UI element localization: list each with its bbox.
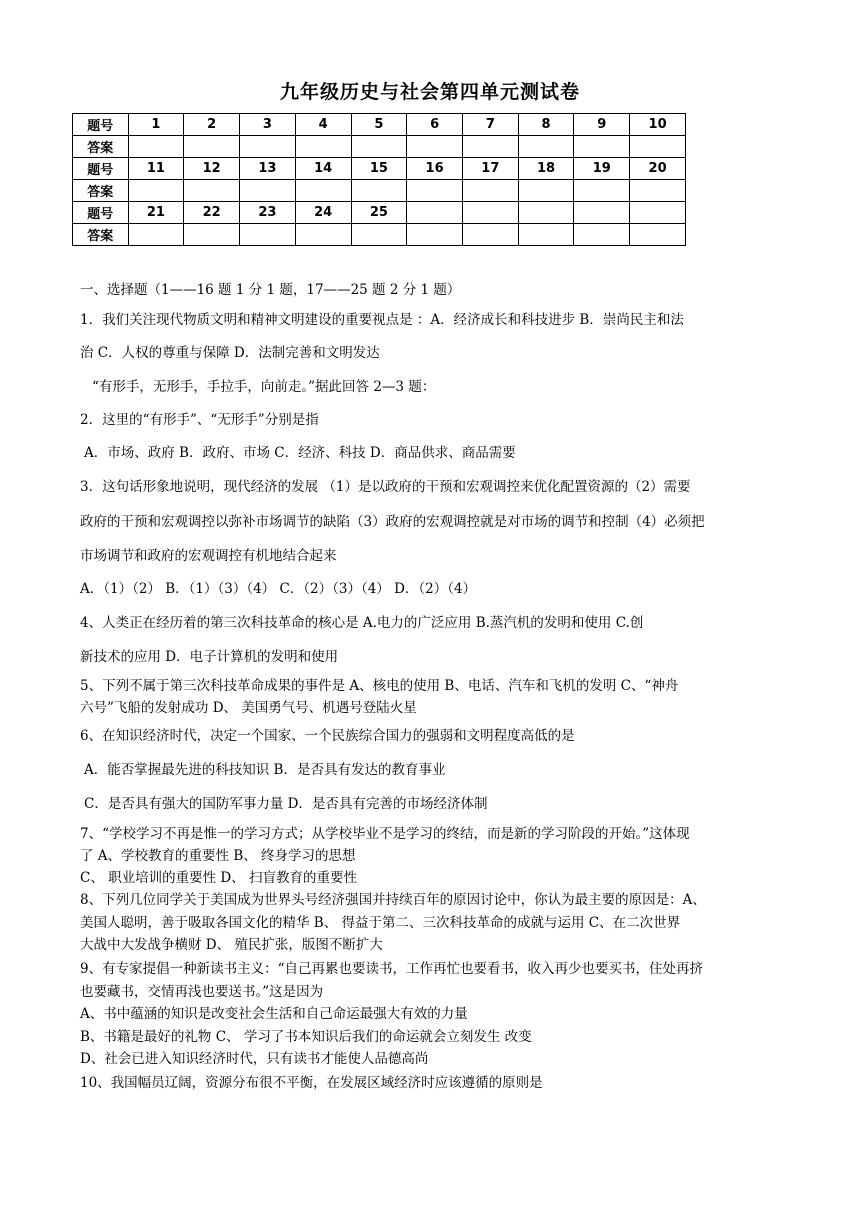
- answer-cell[interactable]: [574, 224, 630, 246]
- question-10-stem: 10、我国幅员辽阔，资源分布很不平衡，在发展区域经济时应该遵循的原则是: [80, 1075, 543, 1091]
- question-number: 1: [128, 114, 184, 136]
- question-number: 22: [184, 202, 240, 224]
- answer-cell[interactable]: [351, 180, 407, 202]
- table-row-question-numbers: [73, 202, 686, 224]
- question-number: 12: [184, 158, 240, 180]
- section-heading: 一、选择题（1——16 题 1 分 1 题，17——25 题 2 分 1 题）: [80, 282, 461, 298]
- question-9-option-a: A、书中蕴涵的知识是改变社会生活和自己命运最强大有效的力量: [80, 1006, 468, 1022]
- answer-cell[interactable]: [630, 224, 686, 246]
- answer-label: 答案: [73, 180, 129, 202]
- question-4-line-2: 新技术的应用 D．电子计算机的发明和使用: [80, 649, 339, 665]
- question-label: 题号: [73, 202, 129, 224]
- question-number: 13: [240, 158, 296, 180]
- answer-cell[interactable]: [128, 180, 184, 202]
- question-number: 5: [351, 114, 407, 136]
- answer-cell[interactable]: [184, 180, 240, 202]
- question-3-line-3: 市场调节和政府的宏观调控有机地结合起来: [80, 548, 337, 564]
- question-6-stem: 6、在知识经济时代，决定一个国家、一个民族综合国力的强弱和文明程度高低的是: [80, 728, 575, 744]
- answer-cell[interactable]: [240, 136, 296, 158]
- answer-cell[interactable]: [184, 224, 240, 246]
- question-7-line-1: 7、“学校学习不再是惟一的学习方式；从学校毕业不是学习的终结，而是新的学习阶段的开始。”这体现: [80, 826, 690, 842]
- question-label: 题号: [73, 114, 129, 136]
- answer-label: 答案: [73, 136, 129, 158]
- question-7-line-3: C、 职业培训的重要性 D、 扫盲教育的重要性: [80, 870, 358, 886]
- question-label: 题号: [73, 158, 129, 180]
- question-5-line-1: 5、下列不属于第三次科技革命成果的事件是 A、核电的使用 B、电话、汽车和飞机的发明 C、“神舟: [80, 678, 679, 694]
- answer-table: [72, 113, 686, 246]
- table-row-answers: [73, 136, 686, 158]
- question-number: 23: [240, 202, 296, 224]
- question-number: [407, 202, 463, 224]
- question-9-options-bc: B、书籍是最好的礼物 C、 学习了书本知识后我们的命运就会立刻发生 改变: [80, 1029, 532, 1045]
- question-8-line-2: 美国人聪明，善于吸取各国文化的精华 B、 得益于第二、三次科技革命的成就与运用 C、在二次世界: [80, 915, 681, 931]
- answer-cell[interactable]: [407, 224, 463, 246]
- question-2-stem: 2．这里的“有形手”、“无形手”分别是指: [80, 412, 319, 428]
- question-number: [574, 202, 630, 224]
- question-number: 19: [574, 158, 630, 180]
- question-4-line-1: 4、人类正在经历着的第三次科技革命的核心是 A.电力的广泛应用 B.蒸汽机的发明和使用 C.创: [80, 615, 644, 631]
- question-8-line-1: 8、下列几位同学关于美国成为世界头号经济强国并持续百年的原因讨论中，你认为最主要的原因是：A、: [80, 892, 706, 908]
- answer-cell[interactable]: [518, 136, 574, 158]
- answer-cell[interactable]: [295, 224, 351, 246]
- question-2-options: A．市场、政府 B．政府、市场 C．经济、科技 D．商品供求、商品需要: [84, 445, 516, 461]
- question-number: 17: [462, 158, 518, 180]
- question-1-line-1: 1．我们关注现代物质文明和精神文明建设的重要视点是 ：A．经济成长和科技进步 B．崇尚民主和法: [80, 312, 684, 328]
- answer-cell[interactable]: [630, 136, 686, 158]
- table-row-question-numbers: [73, 114, 686, 136]
- question-number: 18: [518, 158, 574, 180]
- question-3-line-1: 3．这句话形象地说明，现代经济的发展 （1）是以政府的干预和宏观调控来优化配置资源的（2）需要: [80, 479, 691, 495]
- answer-cell[interactable]: [462, 136, 518, 158]
- answer-cell[interactable]: [351, 224, 407, 246]
- answer-cell[interactable]: [574, 180, 630, 202]
- question-number: 21: [128, 202, 184, 224]
- answer-cell[interactable]: [128, 136, 184, 158]
- answer-cell[interactable]: [351, 136, 407, 158]
- table-row-answers: [73, 180, 686, 202]
- answer-cell[interactable]: [128, 224, 184, 246]
- question-3-line-2: 政府的干预和宏观调控以弥补市场调节的缺陷（3）政府的宏观调控就是对市场的调节和控制（4）必须把: [80, 514, 705, 530]
- answer-cell[interactable]: [184, 136, 240, 158]
- question-number: 7: [462, 114, 518, 136]
- question-number: [462, 202, 518, 224]
- table-row-question-numbers: [73, 158, 686, 180]
- answer-cell[interactable]: [295, 180, 351, 202]
- question-number: [630, 202, 686, 224]
- question-8-line-3: 大战中大发战争横财 D、 殖民扩张，版图不断扩大: [80, 937, 383, 953]
- question-6-options-cd: C．是否具有强大的国防军事力量 D．是否具有完善的市场经济体制: [84, 796, 488, 812]
- question-number: 2: [184, 114, 240, 136]
- question-6-options-ab: A．能否掌握最先进的科技知识 B．是否具有发达的教育事业: [84, 762, 446, 778]
- answer-cell[interactable]: [462, 224, 518, 246]
- material-quote: “有形手，无形手，手拉手，向前走。”据此回答 2—3 题：: [92, 379, 436, 395]
- answer-cell[interactable]: [630, 180, 686, 202]
- question-number: 16: [407, 158, 463, 180]
- question-5-line-2: 六号”飞船的发射成功 D、 美国勇气号、机遇号登陆火星: [80, 700, 417, 716]
- answer-cell[interactable]: [462, 180, 518, 202]
- answer-cell[interactable]: [407, 180, 463, 202]
- answer-cell[interactable]: [407, 136, 463, 158]
- answer-cell[interactable]: [518, 180, 574, 202]
- answer-cell[interactable]: [240, 180, 296, 202]
- question-number: 14: [295, 158, 351, 180]
- answer-cell[interactable]: [240, 224, 296, 246]
- answer-cell[interactable]: [574, 136, 630, 158]
- question-7-line-2: 了 A、学校教育的重要性 B、 终身学习的思想: [80, 848, 356, 864]
- answer-cell[interactable]: [518, 224, 574, 246]
- question-number: 6: [407, 114, 463, 136]
- question-number: 9: [574, 114, 630, 136]
- page-title: 九年级历史与社会第四单元测试卷: [279, 81, 580, 103]
- answer-label: 答案: [73, 224, 129, 246]
- question-number: 25: [351, 202, 407, 224]
- question-3-options: A．（1）（2） B．（1）（3）（4） C．（2）（3）（4） D．（2）（4）: [80, 581, 477, 597]
- question-number: [518, 202, 574, 224]
- answer-cell[interactable]: [295, 136, 351, 158]
- question-number: 15: [351, 158, 407, 180]
- question-9-line-1: 9、有专家提倡一种新读书主义：“自己再累也要读书，工作再忙也要看书，收入再少也要买书，住处再挤: [80, 961, 703, 977]
- question-9-option-d: D、社会已进入知识经济时代，只有读书才能使人品德高尚: [80, 1051, 429, 1067]
- question-number: 11: [128, 158, 184, 180]
- question-number: 10: [630, 114, 686, 136]
- question-number: 8: [518, 114, 574, 136]
- table-row-answers: [73, 224, 686, 246]
- question-number: 4: [295, 114, 351, 136]
- question-number: 20: [630, 158, 686, 180]
- question-9-line-2: 也要藏书，交情再浅也要送书。”这是因为: [80, 984, 324, 1000]
- question-1-line-2: 治 C．人权的尊重与保障 D．法制完善和文明发达: [80, 345, 380, 361]
- question-number: 24: [295, 202, 351, 224]
- question-number: 3: [240, 114, 296, 136]
